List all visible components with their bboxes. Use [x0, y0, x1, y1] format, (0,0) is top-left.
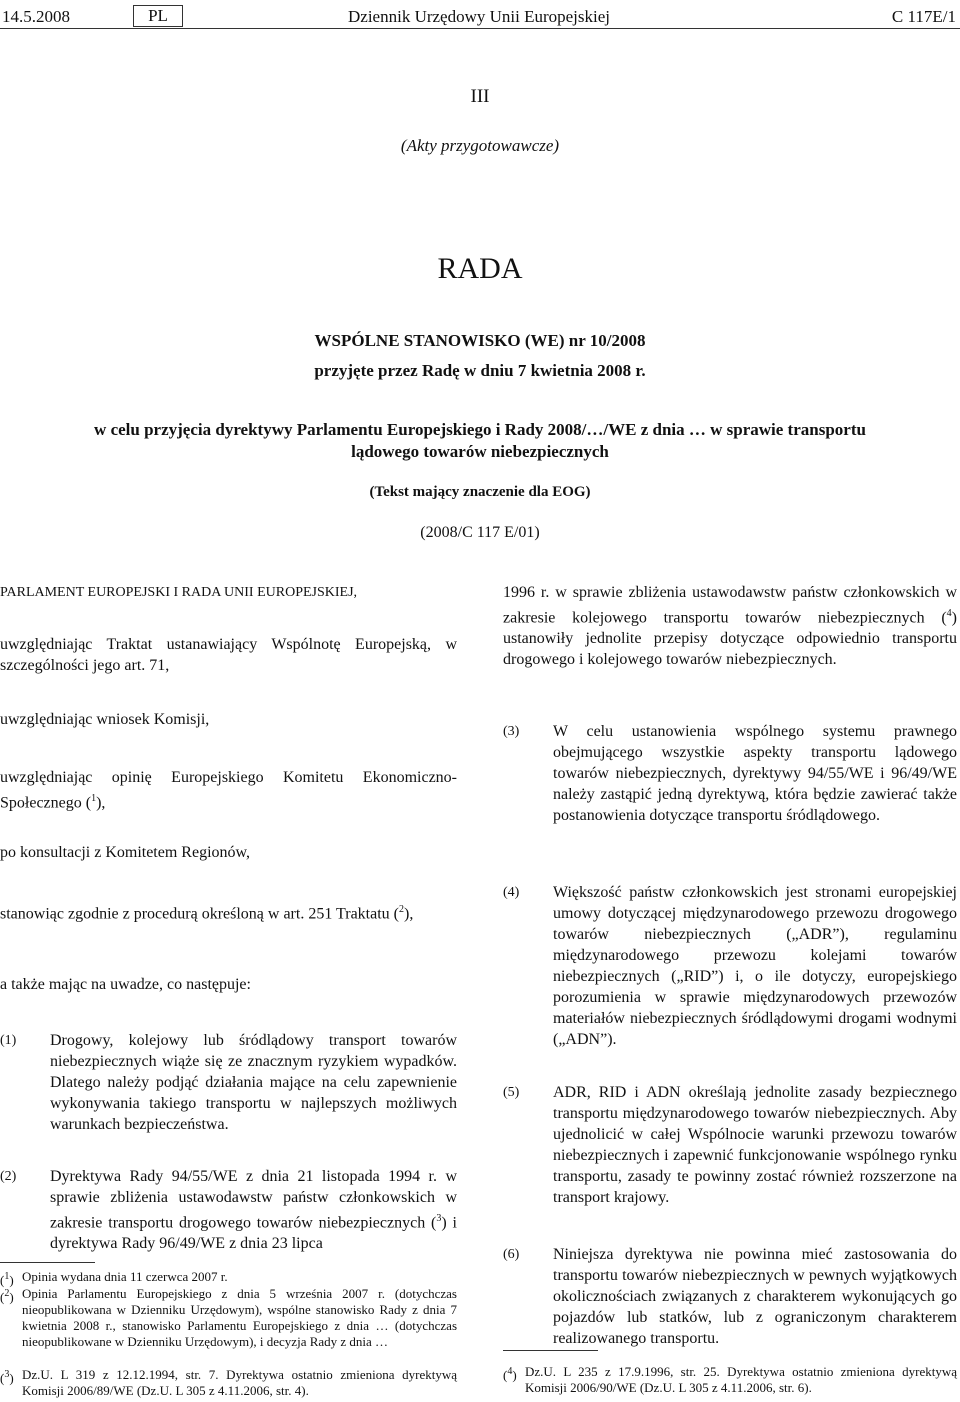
- journal-header: [0, 3, 960, 29]
- recital-text: Większość państw członkowskich jest stronami europejskiej umowy dotyczącej międzynarodowego przewozu drogowego towarów niebezpiecznych („ADR”), regulaminu międzynarodowego przewozu kolejami towarów niebezpiecznych („RID”) i, o ile dotyczy, europejskiego porozumienia w sprawie międzynarodowych przewozów materiałów niebezpiecznych śródlądowymi drogami wodnymi („ADN”).: [553, 884, 957, 1048]
- footnote-rule: [0, 1262, 95, 1263]
- adoption-date-line: przyjęte przez Radę w dniu 7 kwietnia 2008 r.: [314, 361, 646, 380]
- recital-number: (5): [503, 1085, 520, 1100]
- whereas-clause: a także mając na uwadze, co następuje:: [0, 976, 251, 993]
- recital-text: W celu ustanowienia wspólnego systemu prawnego obejmującego wszystkie aspekty transportu lądowego towarów niebezpiecznych, dyrektywy 94/55/WE i 96/49/WE należy zastąpić jedną dyrektywą, która będzie zawierać także postanowienia dotyczące transportu śródlądowego.: [553, 723, 957, 824]
- recital-text: Dyrektywa Rady 94/55/WE z dnia 21 listopada 1994 r. w sprawie zbliżenia ustawodawstw państw członkowskich w zakresie transportu drogowego towarów niebezpiecznych ($^3$) i dyrektywa Rady 96/49/WE z dnia 23 lipca: [50, 1168, 457, 1253]
- recital-5: [503, 1082, 957, 1212]
- recital-1: [0, 1030, 457, 1133]
- recital-2: [0, 1166, 457, 1256]
- recital-6: [503, 1244, 957, 1347]
- footnote-ref-4[interactable]: 4: [946, 608, 952, 619]
- citation-procedure: stanowiąc zgodnie z procedurą określoną w art. 251 Traktatu ($^2$),: [0, 904, 414, 923]
- recital-3: [503, 721, 957, 851]
- recital-text: Niniejsza dyrektywa nie powinna mieć zastosowania do transportu towarów niebezpiecznych w pewnych wyjątkowych okolicznościach związanych z charakterem wykonujących go pojazdów lub statków, lub z ograniczonym charakterem realizowanego transportu.: [553, 1246, 957, 1347]
- publication-date: 14.5.2008: [2, 7, 70, 26]
- citation-treaty: uwzględniając Traktat ustanawiający Wspólnotę Europejską, w szczególności jego art. 71,: [0, 636, 457, 674]
- recital-number: (6): [503, 1247, 520, 1262]
- recital-number: (1): [0, 1033, 17, 1048]
- document-number: (2008/C 117 E/01): [420, 524, 540, 541]
- footnote-ref-1[interactable]: 1: [91, 793, 97, 804]
- recital-number: (4): [503, 885, 520, 900]
- section-subtitle: (Akty przygotowawcze): [400, 136, 560, 155]
- eea-relevance: (Tekst mający znaczenie dla EOG): [369, 484, 591, 500]
- recital-4: [503, 882, 957, 1052]
- recital-2-continued: 1996 r. w sprawie zbliżenia ustawodawstw państw członkowskich w zakresie kolejowego transportu towarów niebezpiecznych ($^4$) ustanowiły jednolite przepisy dotyczące odpowiednio transportu drogowego i kolejowego towarów niebezpiecznych.: [503, 584, 957, 669]
- language-badge: PL: [133, 5, 183, 27]
- journal-title: Dziennik Urzędowy Unii Europejskiej: [348, 7, 611, 26]
- footnote-ref-3[interactable]: 3: [436, 1213, 442, 1224]
- recital-text: Drogowy, kolejowy lub śródlądowy transport towarów niebezpiecznych wiąże się ze znacznym ryzykiem wypadków. Dlatego należy podjąć działania mające na celu zapewnienie wykonywania takiego transportu w najlepszych możliwych warunkach bezpieczeństwa.: [50, 1032, 457, 1133]
- citation-proposal: uwzględniając wniosek Komisji,: [0, 711, 210, 728]
- footnote-ref-2[interactable]: 2: [399, 904, 404, 915]
- citation-cor: po konsultacji z Komitetem Regionów,: [0, 844, 251, 861]
- common-position-title: WSPÓLNE STANOWISKO (WE) nr 10/2008: [314, 331, 646, 350]
- section-number: III: [470, 86, 490, 107]
- header-rule: [0, 28, 960, 29]
- recital-text: ADR, RID i ADN określają jednolite zasady bezpiecznego transportu międzynarodowego towarów niebezpiecznych. Aby ujednolicić w całej Wspólnocie warunki przewozu towarów niebezpiecznych i zapewnić funkcjonowanie wspólnego rynku transportu, zasady te powinny zostać również rozszerzone na transport krajowy.: [553, 1084, 957, 1206]
- citation-esc-opinion: uwzględniając opinię Europejskiego Komitetu Ekonomiczno-Społecznego ($^1$),: [0, 769, 457, 812]
- preamble-authors: PARLAMENT EUROPEJSKI I RADA UNII EUROPEJSKIEJ,: [0, 585, 358, 600]
- footnote-rule: [503, 1350, 598, 1351]
- institution-heading: RADA: [437, 252, 523, 285]
- recital-number: (3): [503, 724, 520, 739]
- directive-purpose: w celu przyjęcia dyrektywy Parlamentu Europejskiego i Rady 2008/…/WE z dnia … w sprawie transportu lądowego towarów niebezpiecznych: [94, 420, 866, 461]
- recital-number: (2): [0, 1169, 17, 1184]
- journal-reference: C 117E/1: [891, 7, 956, 26]
